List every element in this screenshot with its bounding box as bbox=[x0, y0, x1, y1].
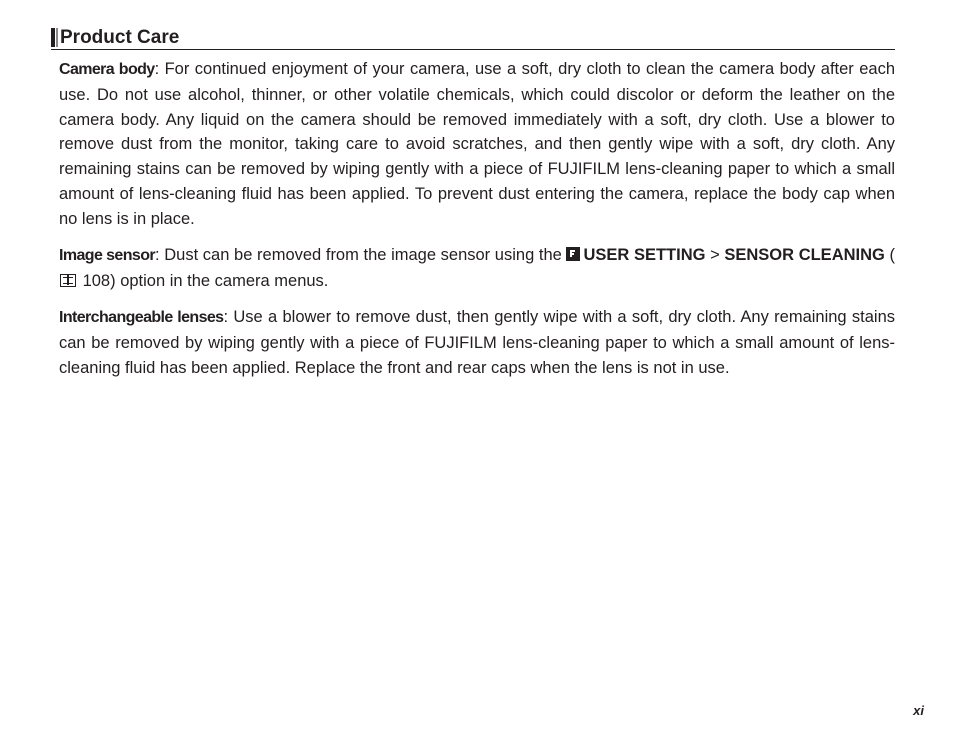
image-sensor-text-after: option in the camera menus. bbox=[115, 271, 329, 290]
page-number: xi bbox=[913, 703, 924, 718]
image-sensor-text-before: : Dust can be removed from the image sensor using the bbox=[155, 246, 567, 264]
menu-separator: > bbox=[705, 246, 725, 264]
term-interchangeable-lenses: Interchangeable lenses bbox=[59, 309, 224, 326]
book-reference-icon bbox=[60, 274, 76, 287]
section-heading bbox=[51, 27, 895, 50]
term-image-sensor: Image sensor bbox=[59, 247, 156, 264]
page-reference: 108) bbox=[78, 271, 116, 290]
paren-open: ( bbox=[884, 246, 895, 264]
camera-body-text: : For continued enjoyment of your camera, use a soft, dry cloth to clean the camera body after each use. Do not use alcohol, thinner, or other volatile chemicals, which could discolor or deform the leather on the camera body. Any liquid on the camera should be removed immediately with a soft, dry cloth. Use a blower to remove dust from the monitor, taking care to avoid scratches, and then gently wipe with a soft, dry cloth. Any remaining stains can be removed by wiping gently with a piece of FUJIFILM lens-cleaning paper to which a small amount of lens-cleaning fluid has been applied. To prevent dust entering the camera, replace the body cap when no lens is in place. bbox=[59, 60, 895, 228]
interchangeable-lenses-text: : Use a blower to remove dust, then gently wipe with a soft, dry cloth. Any remaining stains can be removed by wiping gently with a piece of FUJIFILM lens-cleaning paper to which a small amount of lens-cleaning fluid has been applied. Replace the front and rear caps when the lens is not in use. bbox=[59, 308, 896, 377]
paragraph-camera-body bbox=[59, 57, 895, 232]
paragraph-interchangeable-lenses bbox=[59, 305, 895, 380]
user-setting-menu-icon bbox=[566, 247, 580, 261]
menu-option-sensor-cleaning: SENSOR CLEANING bbox=[724, 246, 885, 264]
menu-item-user-setting: USER SETTING bbox=[583, 246, 706, 264]
section-title: Product Care bbox=[60, 27, 180, 48]
heading-marker bbox=[51, 28, 55, 47]
heading-marker-accent bbox=[56, 28, 58, 47]
term-camera-body: Camera body bbox=[59, 61, 155, 78]
paragraph-image-sensor bbox=[59, 243, 895, 294]
